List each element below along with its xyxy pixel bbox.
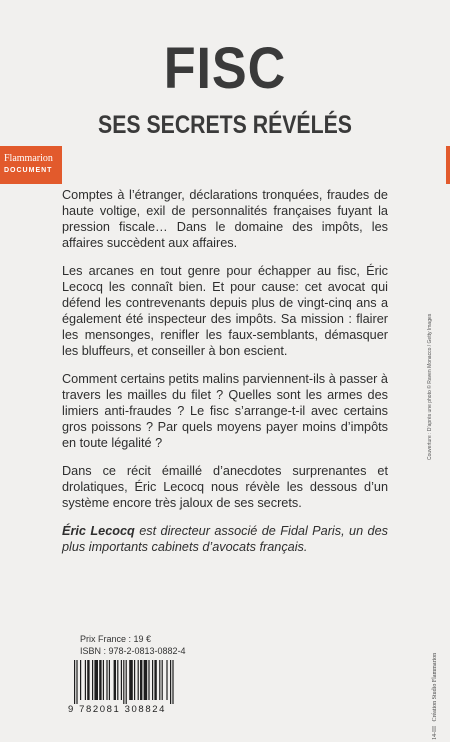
photo-credit: Couverture : D’après une photo © Raven Monacco / Getty Images [427, 313, 433, 460]
book-title: FISC [163, 36, 287, 101]
isbn-label: ISBN : 978-2-0813-0882-4 [80, 646, 186, 656]
price-label: Prix France : 19 € [80, 634, 152, 644]
design-credit [432, 653, 438, 740]
studio-credit: Création Studio Flammarion [432, 652, 438, 722]
barcode-number: 9 782081 308824 [68, 704, 166, 715]
back-cover-blurb [62, 187, 388, 567]
book-subtitle: SES SECRETS RÉVÉLÉS [98, 111, 352, 139]
author-bio [62, 523, 388, 555]
collection-name: DOCUMENT [4, 167, 53, 174]
blurb-paragraph-1: Comptes à l’étranger, déclarations tronquées, fraudes de haute voltige, exil de personnalités françaises fuyant la pression fiscale… Dans le domaine des impôts, les affaires succèdent aux affaires. [62, 188, 388, 250]
publisher-badge [0, 146, 62, 184]
blurb-paragraph-2: Les arcanes en tout genre pour échapper au fisc, Éric Lecocq les connaît bien. Et pour cause: cet avocat qui défend les contrevenants depuis plus de vingt-cinq ans a également été inspecteur des impôts. Sa mission : flairer les mensonges, renifler les faux-semblants, démasquer les bluffeurs, et conseiller à bon escient. [62, 264, 388, 358]
catalog-code: 14-III [432, 726, 438, 740]
author-name: Éric Lecocq [62, 524, 135, 538]
barcode-image [72, 660, 222, 704]
blurb-paragraph-4: Dans ce récit émaillé d’anecdotes surprenantes et drolatiques, Éric Lecocq nous révèle les dessous d’un système encore très jaloux de ses secrets. [62, 464, 388, 510]
publisher-name: Flammarion [4, 153, 53, 164]
blurb-paragraph-3: Comment certains petits malins parviennent-ils à passer à travers les mailles du filet ? Quelles sont les armes des limiers anti-fraudes ? Le fisc s’arrange-t-il avec certains gros poissons ? Par quels moyens payer moins d’impôts en toute légalité ? [62, 372, 388, 450]
accent-edge-mark [446, 146, 450, 184]
author-bio-text: est directeur associé de Fidal Paris, un des plus importants cabinets d’avocats français. [62, 524, 388, 554]
